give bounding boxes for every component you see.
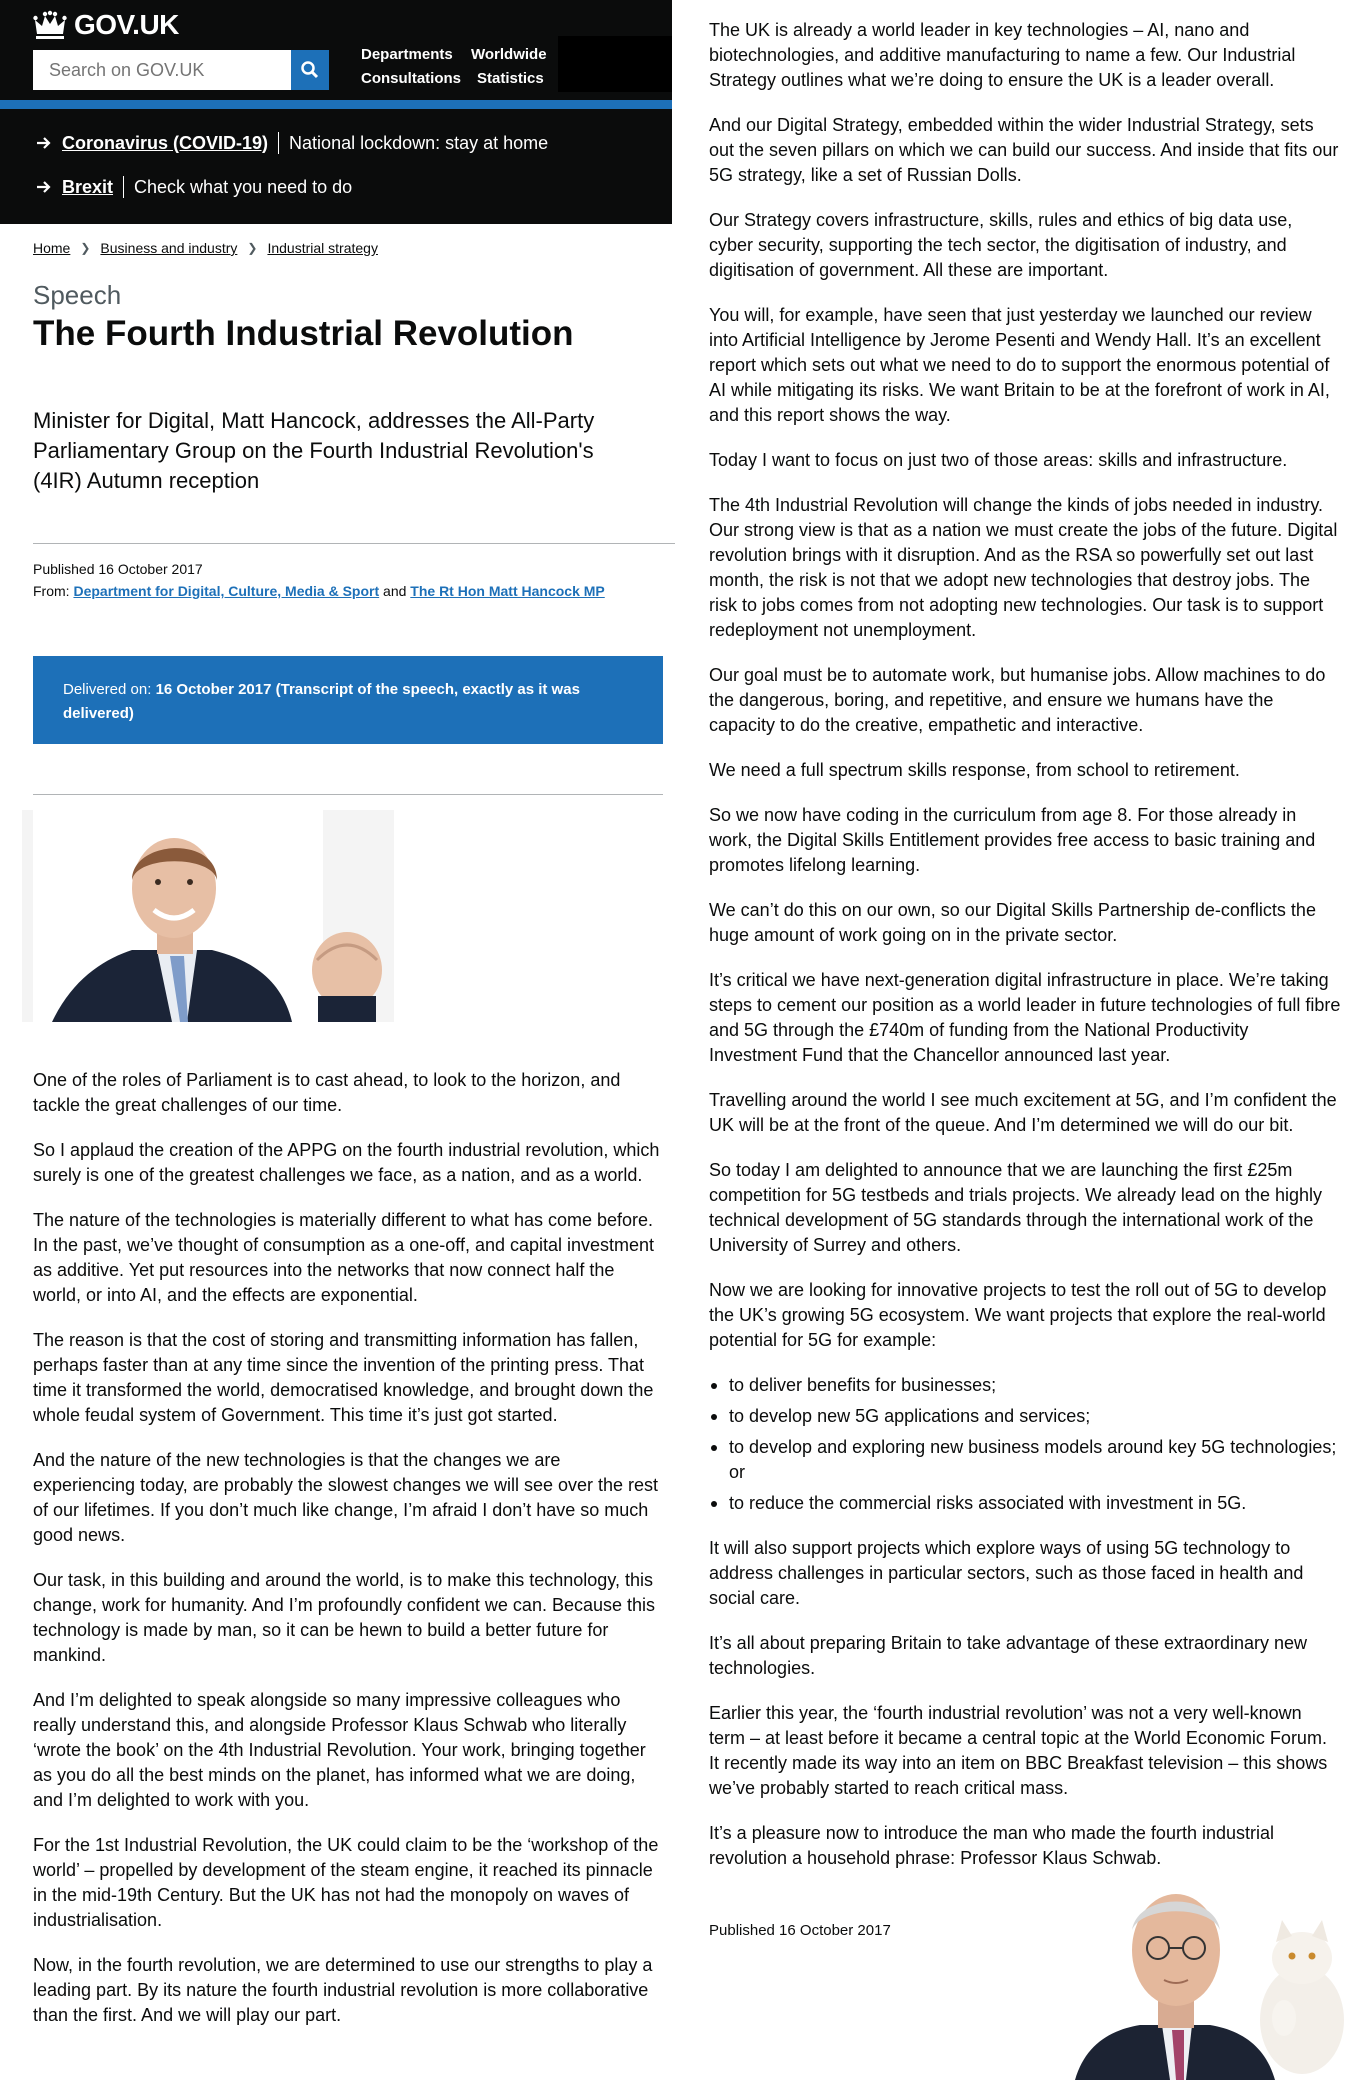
- notice-text: Check what you need to do: [134, 176, 353, 197]
- search-button[interactable]: [291, 50, 329, 90]
- speech-paragraph: We can’t do this on our own, so our Digital Skills Partnership de-conflicts the huge amount of work going on in the private sector.: [709, 900, 1316, 945]
- list-item: to deliver benefits for businesses;: [709, 1373, 1341, 1398]
- from-and: and: [383, 583, 407, 599]
- left-column: [0, 0, 672, 2080]
- list-item: to reduce the commercial risks associated with investment in 5G.: [709, 1491, 1341, 1516]
- divider: [33, 794, 663, 795]
- speech-paragraph: It’s a pleasure now to introduce the man who made the fourth industrial revolution a household phrase: Professor Klaus Schwab.: [709, 1823, 1274, 1868]
- header-blue-bar: [0, 100, 672, 109]
- speech-paragraph: Now, in the fourth revolution, we are determined to use our strengths to play a leading part. By its nature the fourth industrial revolution is more collaborative than the first. And we will play our part.: [33, 1955, 653, 2025]
- breadcrumb-industrial-strategy[interactable]: Industrial strategy: [267, 240, 378, 256]
- list-item: to develop new 5G applications and services;: [709, 1404, 1341, 1429]
- speech-paragraph: Travelling around the world I see much excitement at 5G, and I’m confident the UK will be at the front of the queue. And I’m determined we will do our bit.: [709, 1090, 1337, 1135]
- brexit-link[interactable]: Brexit: [62, 176, 114, 197]
- speaker-photo: [22, 810, 394, 1022]
- coronavirus-link[interactable]: Coronavirus (COVID-19): [62, 132, 269, 153]
- speech-paragraph: It will also support projects which explore ways of using 5G technology to address challenges in particular sectors, such as those faced in health and social care.: [709, 1538, 1304, 1608]
- speech-paragraph: The UK is already a world leader in key technologies – AI, nano and biotechnologies, and additive manufacturing to name a few. Our Industrial Strategy outlines what we’re doing to ensure the UK is a leader overall.: [709, 20, 1296, 90]
- speech-paragraph: Earlier this year, the ‘fourth industrial revolution’ was not a very well-known term – at least before it became a central topic at the World Economic Forum. It recently made its way into an item on BBC Breakfast television – this shows we’ve probably started to reach critical mass.: [709, 1703, 1328, 1798]
- published-date: Published 16 October 2017: [33, 561, 203, 577]
- from-label: From:: [33, 583, 70, 599]
- notice-coronavirus: [36, 132, 548, 154]
- speech-paragraph: Our Strategy covers infrastructure, skills, rules and ethics of big data use, cyber security, supporting the tech sector, the digitisation of industry, and digitisation of government. All these are important.: [709, 210, 1293, 280]
- delivered-label: Delivered on:: [63, 681, 152, 698]
- delivered-value: 16 October 2017 (Transcript of the speech, exactly as it was delivered): [63, 681, 580, 722]
- site-header: [0, 0, 672, 224]
- speech-paragraph: Now we are looking for innovative projects to test the roll out of 5G to develop the UK’s growing 5G ecosystem. We want projects that explore the real-world potential for 5G for example:: [709, 1280, 1327, 1350]
- klaus-schwab-photo-graphic: [1070, 1870, 1350, 2080]
- nav-consultations[interactable]: Consultations: [361, 70, 461, 87]
- notice-brexit: [36, 176, 352, 198]
- speech-paragraph: It’s all about preparing Britain to take advantage of these extraordinary new technologies.: [709, 1633, 1308, 1678]
- delivered-on-box: [33, 656, 663, 744]
- speech-paragraph: We need a full spectrum skills response, from school to retirement.: [709, 760, 1240, 780]
- speech-paragraph: Our task, in this building and around the world, is to make this technology, this change, work for humanity. And I’m profoundly confident we can. Because this technology is made by man, so it can be hewn to build a better future for mankind.: [33, 1570, 656, 1665]
- speaker-photo-graphic: [22, 810, 394, 1022]
- speech-paragraph: Our goal must be to automate work, but humanise jobs. Allow machines to do the dangerous, boring, and repetitive, and ensure we humans have the capacity to do the creative, empathetic and interactive.: [709, 665, 1326, 735]
- from-line: [33, 583, 605, 599]
- speech-paragraph: The reason is that the cost of storing and transmitting information has fallen, perhaps faster than at any time since the invention of the printing press. That time it transformed the world, democratised knowledge, and brought down the whole feudal system of Government. This time it’s just got started.: [33, 1330, 654, 1425]
- separator: [278, 132, 279, 154]
- project-goals-list: [709, 1373, 1341, 1516]
- speech-paragraph: So today I am delighted to announce that we are launching the first £25m competition for 5G testbeds and trials projects. We already lead on the highly technical development of 5G standards through the international work of the University of Surrey and others.: [709, 1160, 1323, 1255]
- speech-paragraph: The 4th Industrial Revolution will change the kinds of jobs needed in industry. Our strong view is that as a nation we must create the jobs of the future. Digital revolution brings with it disruption. And as the RSA so powerfully set out last month, the risk is not that we adopt new technologies that destroy jobs. The risk to jobs comes from not adopting new technologies. Our task is to support redeployment not unemployment.: [709, 495, 1338, 640]
- speech-paragraph: You will, for example, have seen that just yesterday we launched our review into Artificial Intelligence by Jerome Pesenti and Wendy Hall. It’s an excellent report which sets out what we need to do to support the enormous potential of AI while mitigating its risks. We want Britain to be at the forefront of work in AI, and this report shows the way.: [709, 305, 1330, 425]
- nav-departments[interactable]: Departments: [361, 46, 453, 63]
- separator: [123, 176, 124, 198]
- page-title: The Fourth Industrial Revolution: [33, 314, 574, 353]
- crown-icon: [33, 10, 67, 40]
- search-input[interactable]: [33, 50, 291, 90]
- nav-worldwide[interactable]: Worldwide: [471, 46, 547, 63]
- breadcrumb-home[interactable]: Home: [33, 240, 71, 256]
- divider: [33, 543, 675, 544]
- published-date-footer: Published 16 October 2017: [709, 1922, 891, 1939]
- speech-paragraph: And I’m delighted to speak alongside so many impressive colleagues who really understand this, and alongside Professor Klaus Schwab who literally ‘wrote the book’ on the 4th Industrial Revolution. Your work, bringing together as you do all the best minds on the planet, has informed what we are doing, and I’m delighted to work with you.: [33, 1690, 646, 1810]
- header-menu-area: [558, 36, 672, 92]
- nav-statistics[interactable]: Statistics: [477, 70, 544, 87]
- speech-paragraph: One of the roles of Parliament is to cast ahead, to look to the horizon, and tackle the great challenges of our time.: [33, 1070, 621, 1115]
- arrow-right-icon: [36, 136, 52, 150]
- speech-paragraph: The nature of the technologies is materially different to what has come before. In the past, we’ve thought of consumption as a one-off, and capital investment as additive. Yet put resources into the networks that now connect half the world, or into AI, and the effects are exponential.: [33, 1210, 655, 1305]
- lead-paragraph: Minister for Digital, Matt Hancock, addresses the All-Party Parliamentary Group on the Fourth Industrial Revolution's (4IR) Autumn reception: [33, 408, 595, 493]
- search-icon: [300, 60, 320, 80]
- klaus-schwab-photo: [1070, 1870, 1350, 2080]
- person-link[interactable]: The Rt Hon Matt Hancock MP: [410, 583, 605, 599]
- speech-paragraph: And the nature of the new technologies is that the changes we are experiencing today, are probably the slowest changes we will see over the rest of our lifetimes. If you don’t much like change, I’m afraid I don’t have so much good news.: [33, 1450, 659, 1545]
- document-type: Speech: [33, 280, 122, 310]
- speech-paragraph: So I applaud the creation of the APPG on the fourth industrial revolution, which surely is one of the greatest challenges we face, as a nation, and as a world.: [33, 1140, 660, 1185]
- chevron-right-icon: ❯: [247, 241, 258, 255]
- breadcrumb: [33, 240, 378, 256]
- speech-paragraph: For the 1st Industrial Revolution, the UK could claim to be the ‘workshop of the world’ – propelled by development of the steam engine, it reached its pinnacle in the mid-19th Century. But the UK has not had the monopoly on waves of industrialisation.: [33, 1835, 659, 1930]
- breadcrumb-business[interactable]: Business and industry: [100, 240, 238, 256]
- org-link[interactable]: Department for Digital, Culture, Media & Sport: [73, 583, 380, 599]
- list-item: to develop and exploring new business models around key 5G technologies; or: [709, 1435, 1341, 1485]
- speech-body-left: [33, 1068, 665, 2048]
- chevron-right-icon: ❯: [80, 241, 91, 255]
- speech-paragraph: And our Digital Strategy, embedded within the wider Industrial Strategy, sets out the seven pillars on which we can build our success. And inside that fits our 5G strategy, like a set of Russian Dolls.: [709, 115, 1339, 185]
- arrow-right-icon: [36, 180, 52, 194]
- notice-text: National lockdown: stay at home: [289, 132, 549, 153]
- speech-paragraph: It’s critical we have next-generation digital infrastructure in place. We’re taking steps to cement our position as a world leader in future technologies of full fibre and 5G through the £740m of funding from the National Productivity Investment Fund that the Chancellor announced last year.: [709, 970, 1341, 1065]
- speech-body-right: [709, 18, 1341, 1891]
- govuk-logo-link[interactable]: GOV.UK: [74, 9, 179, 40]
- speech-paragraph: So we now have coding in the curriculum from age 8. For those already in work, the Digital Skills Entitlement provides free access to basic training and promotes lifelong learning.: [709, 805, 1316, 875]
- speech-paragraph: Today I want to focus on just two of those areas: skills and infrastructure.: [709, 450, 1288, 470]
